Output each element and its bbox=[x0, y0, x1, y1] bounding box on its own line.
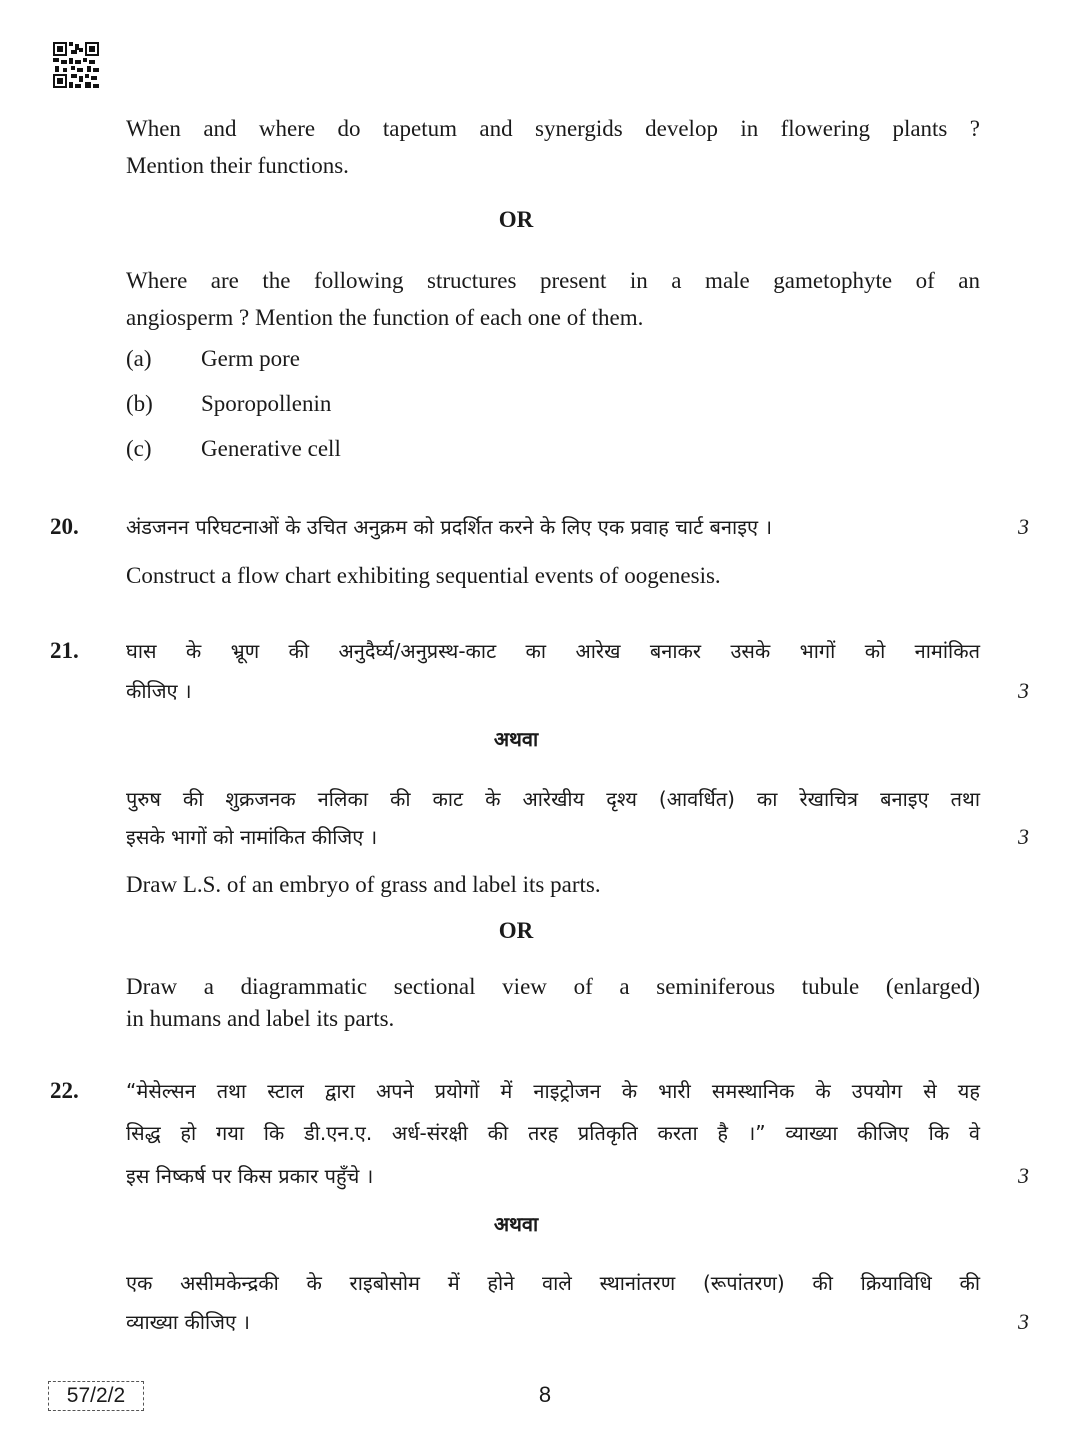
option-text-a: Germ pore bbox=[201, 346, 300, 371]
q21-english-alt-line-1: Draw a diagrammatic sectional view of a seminiferous tubule (enlarged) bbox=[126, 974, 980, 999]
question-number-20: 20. bbox=[50, 514, 79, 539]
q20-marks: 3 bbox=[1018, 514, 1029, 539]
q19-alt-line-1: Where are the following structures present in a male gametophyte of an bbox=[126, 268, 980, 293]
page-number: 8 bbox=[538, 1382, 552, 1407]
q21-marks-2: 3 bbox=[1018, 824, 1029, 849]
option-label-b: (b) bbox=[126, 391, 153, 416]
q22-hindi-line-3: इस निष्कर्ष पर किस प्रकार पहुँचे । bbox=[126, 1164, 374, 1188]
q20-hindi: अंडजनन परिघटनाओं के उचित अनुक्रम को प्रदर्शित करने के लिए एक प्रवाह चार्ट बनाइए । bbox=[126, 515, 773, 539]
or-divider: OR bbox=[498, 207, 534, 232]
q19-line-2: Mention their functions. bbox=[126, 153, 349, 178]
question-number-21: 21. bbox=[50, 638, 79, 663]
q22-hindi-alt-line-2: व्याख्या कीजिए । bbox=[126, 1310, 251, 1334]
q22-marks-2: 3 bbox=[1018, 1309, 1029, 1334]
q21-english-alt-line-2: in humans and label its parts. bbox=[126, 1006, 395, 1031]
option-text-b: Sporopollenin bbox=[201, 391, 332, 416]
q21-hindi-line-1: घास के भ्रूण की अनुदैर्घ्य/अनुप्रस्थ-काट का आरेख बनाकर उसके भागों को नामांकित bbox=[126, 639, 980, 663]
athva-divider-1: अथवा bbox=[493, 727, 539, 751]
q19-alt-line-2: angiosperm ? Mention the function of each one of them. bbox=[126, 305, 644, 330]
q19-line-1: When and where do tapetum and synergids develop in flowering plants ? bbox=[126, 116, 980, 141]
q22-marks-1: 3 bbox=[1018, 1163, 1029, 1188]
q21-english: Draw L.S. of an embryo of grass and label its parts. bbox=[126, 872, 601, 897]
q21-marks-1: 3 bbox=[1018, 678, 1029, 703]
or-divider-2: OR bbox=[498, 918, 534, 943]
option-label-a: (a) bbox=[126, 346, 152, 371]
q22-hindi-line-1: “मेसेल्सन तथा स्टाल द्वारा अपने प्रयोगों में नाइट्रोजन के भारी समस्थानिक के उपयोग से यह bbox=[126, 1079, 980, 1103]
option-label-c: (c) bbox=[126, 436, 152, 461]
athva-divider-2: अथवा bbox=[493, 1212, 539, 1236]
q21-hindi-alt-line-2: इसके भागों को नामांकित कीजिए । bbox=[126, 825, 378, 849]
q22-hindi-line-2: सिद्ध हो गया कि डी.एन.ए. अर्ध-संरक्षी की तरह प्रतिकृति करता है ।” व्याख्या कीजिए कि वे bbox=[126, 1121, 980, 1145]
q21-hindi-line-2: कीजिए । bbox=[126, 679, 192, 703]
q20-english: Construct a flow chart exhibiting sequential events of oogenesis. bbox=[126, 563, 721, 588]
q21-hindi-alt-line-1: पुरुष की शुक्रजनक नलिका की काट के आरेखीय दृश्य (आवर्धित) का रेखाचित्र बनाइए तथा bbox=[126, 787, 980, 811]
qr-code-icon bbox=[53, 42, 99, 88]
option-text-c: Generative cell bbox=[201, 436, 341, 461]
q22-hindi-alt-line-1: एक असीमकेन्द्रकी के राइबोसोम में होने वाले स्थानांतरण (रूपांतरण) की क्रियाविधि की bbox=[126, 1271, 980, 1295]
question-number-22: 22. bbox=[50, 1078, 79, 1103]
paper-code: 57/2/2 bbox=[48, 1381, 144, 1411]
